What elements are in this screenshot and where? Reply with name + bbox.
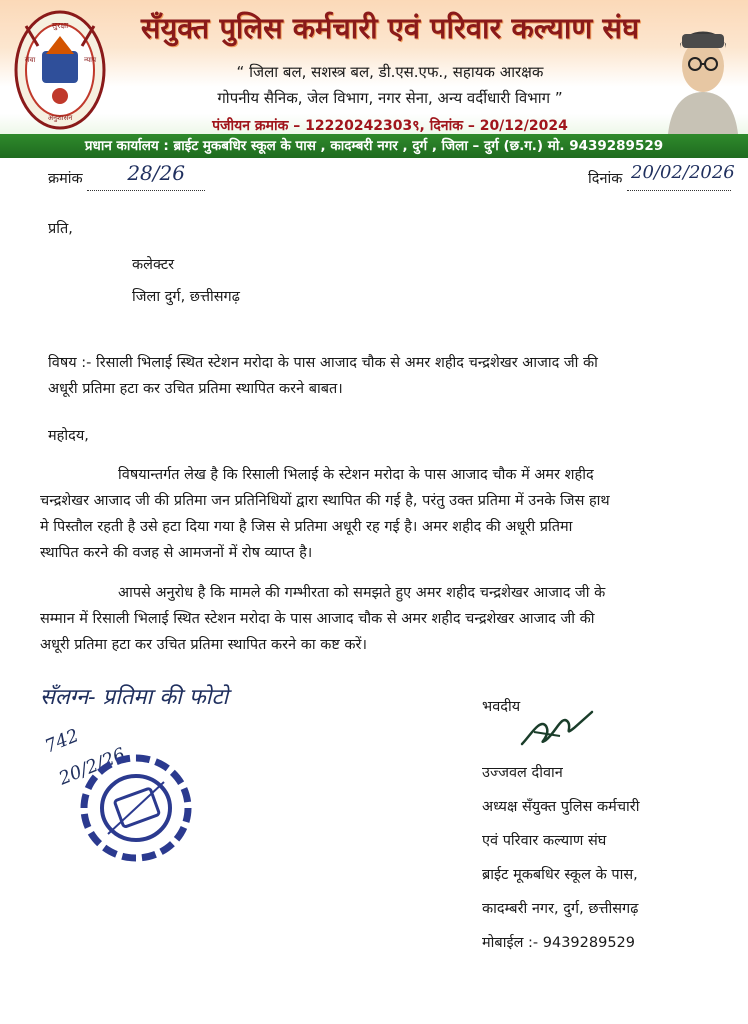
portrait-icon [660, 4, 746, 134]
inward-number: 742 [42, 725, 82, 758]
paragraph1-line2: चन्द्रशेखर आजाद जी की प्रतिमा जन प्रतिनिधियों द्वारा स्थापित की गई है, परंतु उक्त प्रतिमा में उनके जिस हाथ [40, 493, 610, 509]
letter-date: 20/02/2026 [631, 162, 735, 183]
registration-number: पंजीयन क्रमांक – 12220242303९, दिनांक – 20/12/2024 [212, 118, 568, 134]
paragraph1-line3: मे पिस्तौल रहती है उसे हटा दिया गया है जिस से प्रतिमा अधूरी रह गई है। अमर शहीद की अधूरी प्रतिमा [40, 519, 573, 535]
recipient-place: जिला दुर्ग, छत्तीसगढ़ [132, 289, 240, 305]
paragraph1-line1: विषयान्तर्गत लेख है कि रिसाली भिलाई के स्टेशन मरोदा के पास आजाद चौक में अमर शहीद [118, 467, 594, 483]
paragraph1-line4: स्थापित करने की वजह से आमजनों में रोष व्याप्त है। [40, 545, 313, 561]
date-row [588, 162, 735, 191]
subject-line-1: विषय :- रिसाली भिलाई स्थित स्टेशन मरोदा के पास आजाद चौक से अमर शहीद चन्द्रशेखर आजाद जी की [48, 355, 598, 371]
enclosure-note: सँलग्न- प्रतिमा की फोटो [40, 685, 229, 710]
signatory-designation-2: एवं परिवार कल्याण संघ [482, 833, 607, 849]
signatory-mobile: मोबाईल :- 9439289529 [482, 935, 636, 951]
paragraph2-line3: अधूरी प्रतिमा हटा कर उचित प्रतिमा स्थापित करने का कष्ट करें। [40, 637, 367, 653]
signature-icon [516, 706, 596, 752]
letterhead [0, 0, 748, 158]
prati-label: प्रति, [48, 221, 73, 237]
signatory-address-2: कादम्बरी नगर, दुर्ग, छत्तीसगढ़ [482, 901, 639, 917]
signatory-name: उज्जवल दीवान [482, 765, 563, 781]
head-office-address: प्रधान कार्यालय : ब्राईट मुकबधिर स्कूल के पास , कादम्बरी नगर , दुर्ग , जिला – दुर्ग (छ.ग.) मो. 9439289529 [0, 134, 748, 158]
letterhead-departments-line2: गोपनीय सैनिक, जेल विभाग, नगर सेना, अन्य वर्दीधारी विभाग ” [217, 89, 563, 107]
signatory-address-1: ब्राईट मूकबधिर स्कूल के पास, [482, 867, 638, 883]
recipient-title: कलेक्टर [132, 257, 175, 273]
salutation: महोदय, [48, 428, 89, 444]
inward-date: 20/2/26 [56, 744, 129, 790]
paragraph2-line1: आपसे अनुरोध है कि मामले की गम्भीरता को समझते हुए अमर शहीद चन्द्रशेखर आजाद जी के [118, 585, 606, 601]
emblem-text-right: न्याय [84, 56, 96, 64]
association-emblem-icon [12, 6, 108, 132]
organization-title: सँयुक्त पुलिस कर्मचारी एवं परिवार कल्याण संघ [140, 11, 640, 45]
received-stamp-icon [78, 752, 194, 864]
date-label: दिनांक [588, 171, 623, 187]
reference-number: 28/26 [127, 161, 185, 185]
reference-label: क्रमांक [48, 171, 83, 187]
emblem-text-top: सुरक्षा [51, 21, 69, 30]
emblem-text-bottom: अनुशासन [47, 114, 73, 122]
subject-line-2: अधूरी प्रतिमा हटा कर उचित प्रतिमा स्थापित करने बाबत। [48, 381, 343, 397]
letterhead-departments-line1: “ जिला बल, सशस्त्र बल, डी.एस.एफ., सहायक आरक्षक [236, 63, 544, 81]
reference-number-row [48, 161, 205, 191]
closing-bhavdiya: भवदीय [482, 699, 521, 715]
paragraph2-line2: सम्मान में रिसाली भिलाई स्थित स्टेशन मरोदा के पास आजाद चौक से अमर शहीद चन्द्रशेखर आजाद जी की [40, 611, 595, 627]
signatory-designation-1: अध्यक्ष सँयुक्त पुलिस कर्मचारी [482, 799, 640, 815]
emblem-text-left: सेवा [24, 56, 36, 64]
